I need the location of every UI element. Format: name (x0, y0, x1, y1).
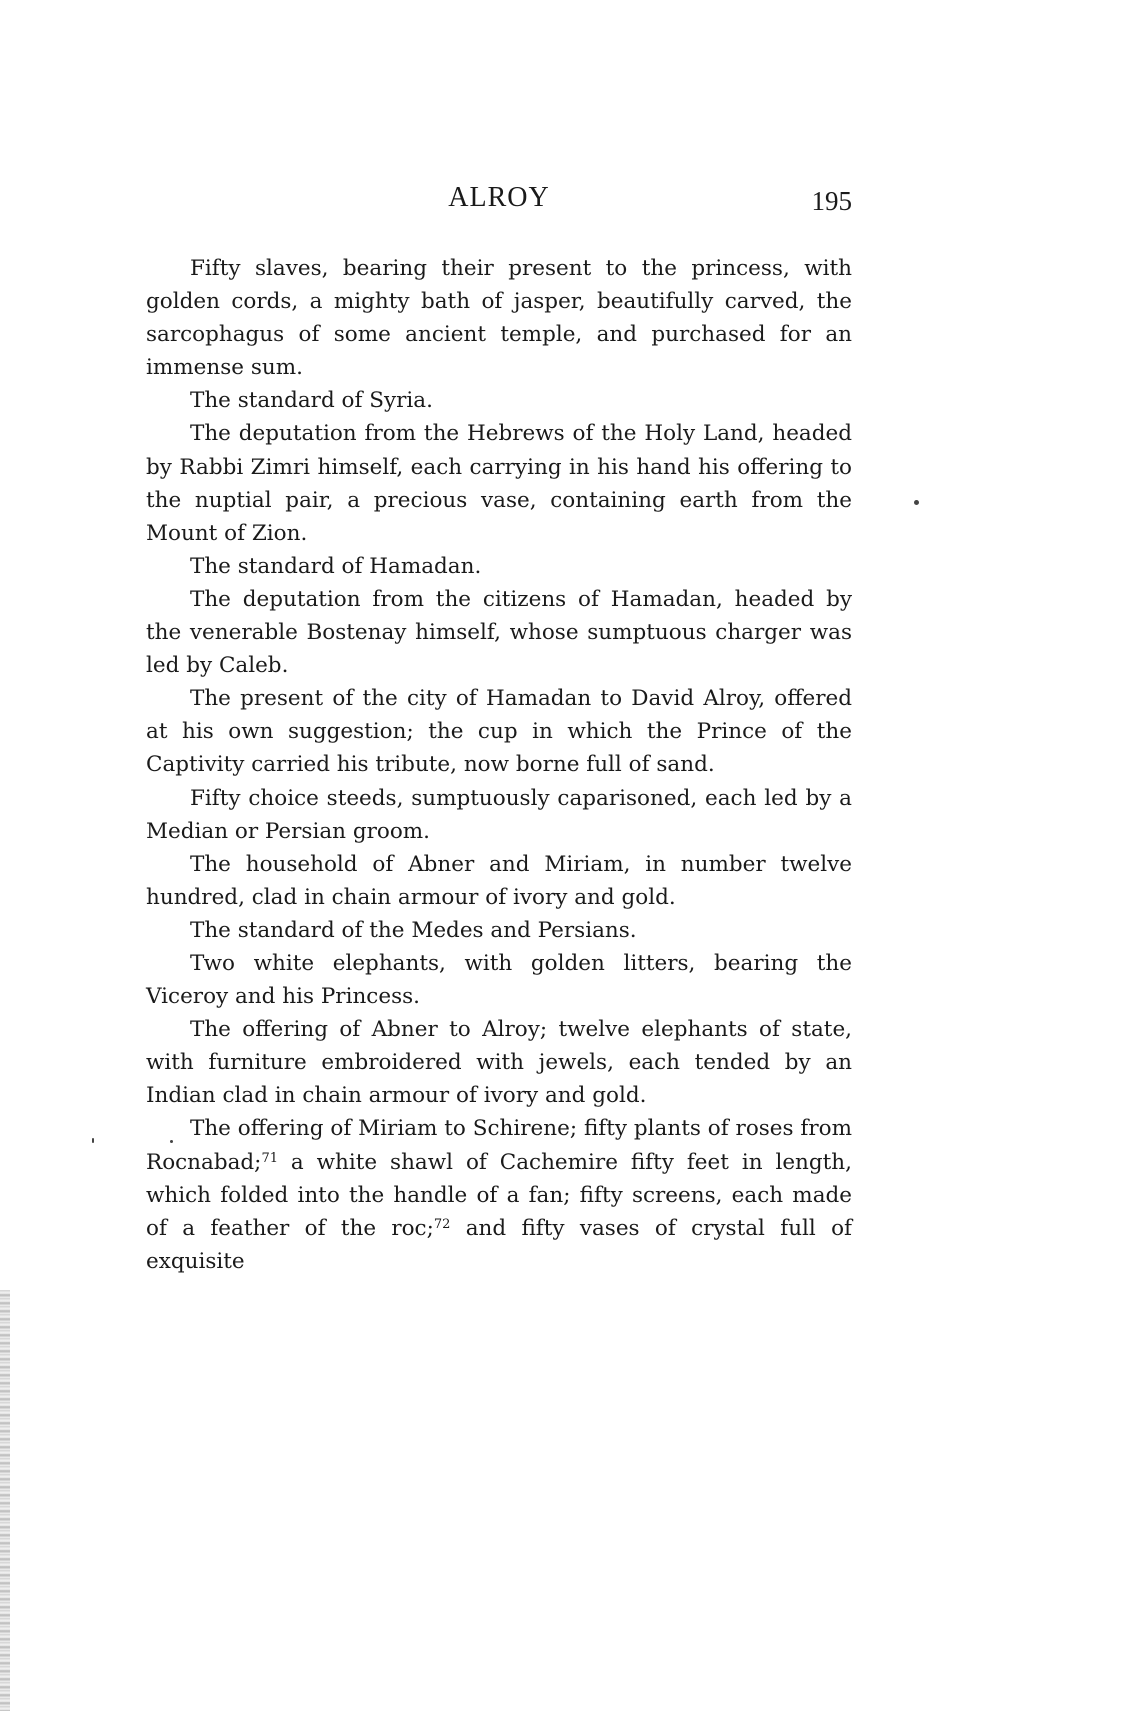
paragraph-deputation-hamadan: The deputation from the citizens of Hamadan, headed by the venerable Bostenay himself, whose sumptuous charger was led by Caleb. (146, 586, 852, 679)
paragraph-deputation-hebrews: The deputation from the Hebrews of the Holy Land, headed by Rabbi Zimri himself, each carrying in his hand his offering to the nuptial pair, a precious vase, containing earth from the Mount of Zion. (146, 421, 852, 546)
body-text (146, 252, 852, 1278)
paragraph-offering-miriam (146, 1112, 852, 1277)
paragraph-elephants: Two white elephants, with golden litters, bearing the Viceroy and his Princess. (146, 950, 852, 1010)
offering-miriam-part-3: and fifty vases of crystal full of exquisite (146, 1215, 852, 1274)
paragraph-steeds: Fifty choice steeds, sumptuously caparisoned, each led by a Median or Persian groom. (146, 785, 852, 844)
paragraph-household: The household of Abner and Miriam, in number twelve hundred, clad in chain armour of ivory and gold. (146, 851, 852, 910)
paragraph-slaves: Fifty slaves, bearing their present to the princess, with golden cords, a mighty bath of jasper, beautifully carved, the sarcophagus of some ancient temple, and purchased for an immense sum. (146, 256, 852, 381)
ink-speck (914, 500, 919, 505)
running-head (146, 182, 852, 222)
running-title: ALROY (448, 182, 550, 213)
offering-miriam-part-2: a white shawl of Cachemire fifty feet in length, which folded into the handle of a fan; fifty screens, each made of a feather of the roc; (146, 1149, 852, 1241)
paragraph-standard-hamadan: The standard of Hamadan. (190, 553, 482, 579)
page-edge-shadow (0, 1290, 10, 1711)
page-number: 195 (811, 186, 852, 216)
ink-speck (92, 1138, 94, 1143)
paragraph-present-hamadan: The present of the city of Hamadan to David Alroy, offered at his own suggestion; the cup in which the Prince of the Captivity carried his tribute, now borne full of sand. (146, 686, 852, 778)
ink-speck (170, 1140, 173, 1143)
paragraph-offering-abner: The offering of Abner to Alroy; twelve elephants of state, with furniture embroidered with jewels, each tended by an Indian clad in chain armour of ivory and gold. (146, 1017, 852, 1109)
paragraph-standard-medes: The standard of the Medes and Persians. (190, 917, 637, 943)
footnote-ref-72: 72 (433, 1216, 451, 1232)
paragraph-standard-syria: The standard of Syria. (190, 388, 433, 414)
footnote-ref-71: 71 (261, 1150, 278, 1166)
offering-miriam-part-1: The offering of Miriam to Schirene; fifty plants of roses from Rocnabad; (146, 1116, 852, 1175)
